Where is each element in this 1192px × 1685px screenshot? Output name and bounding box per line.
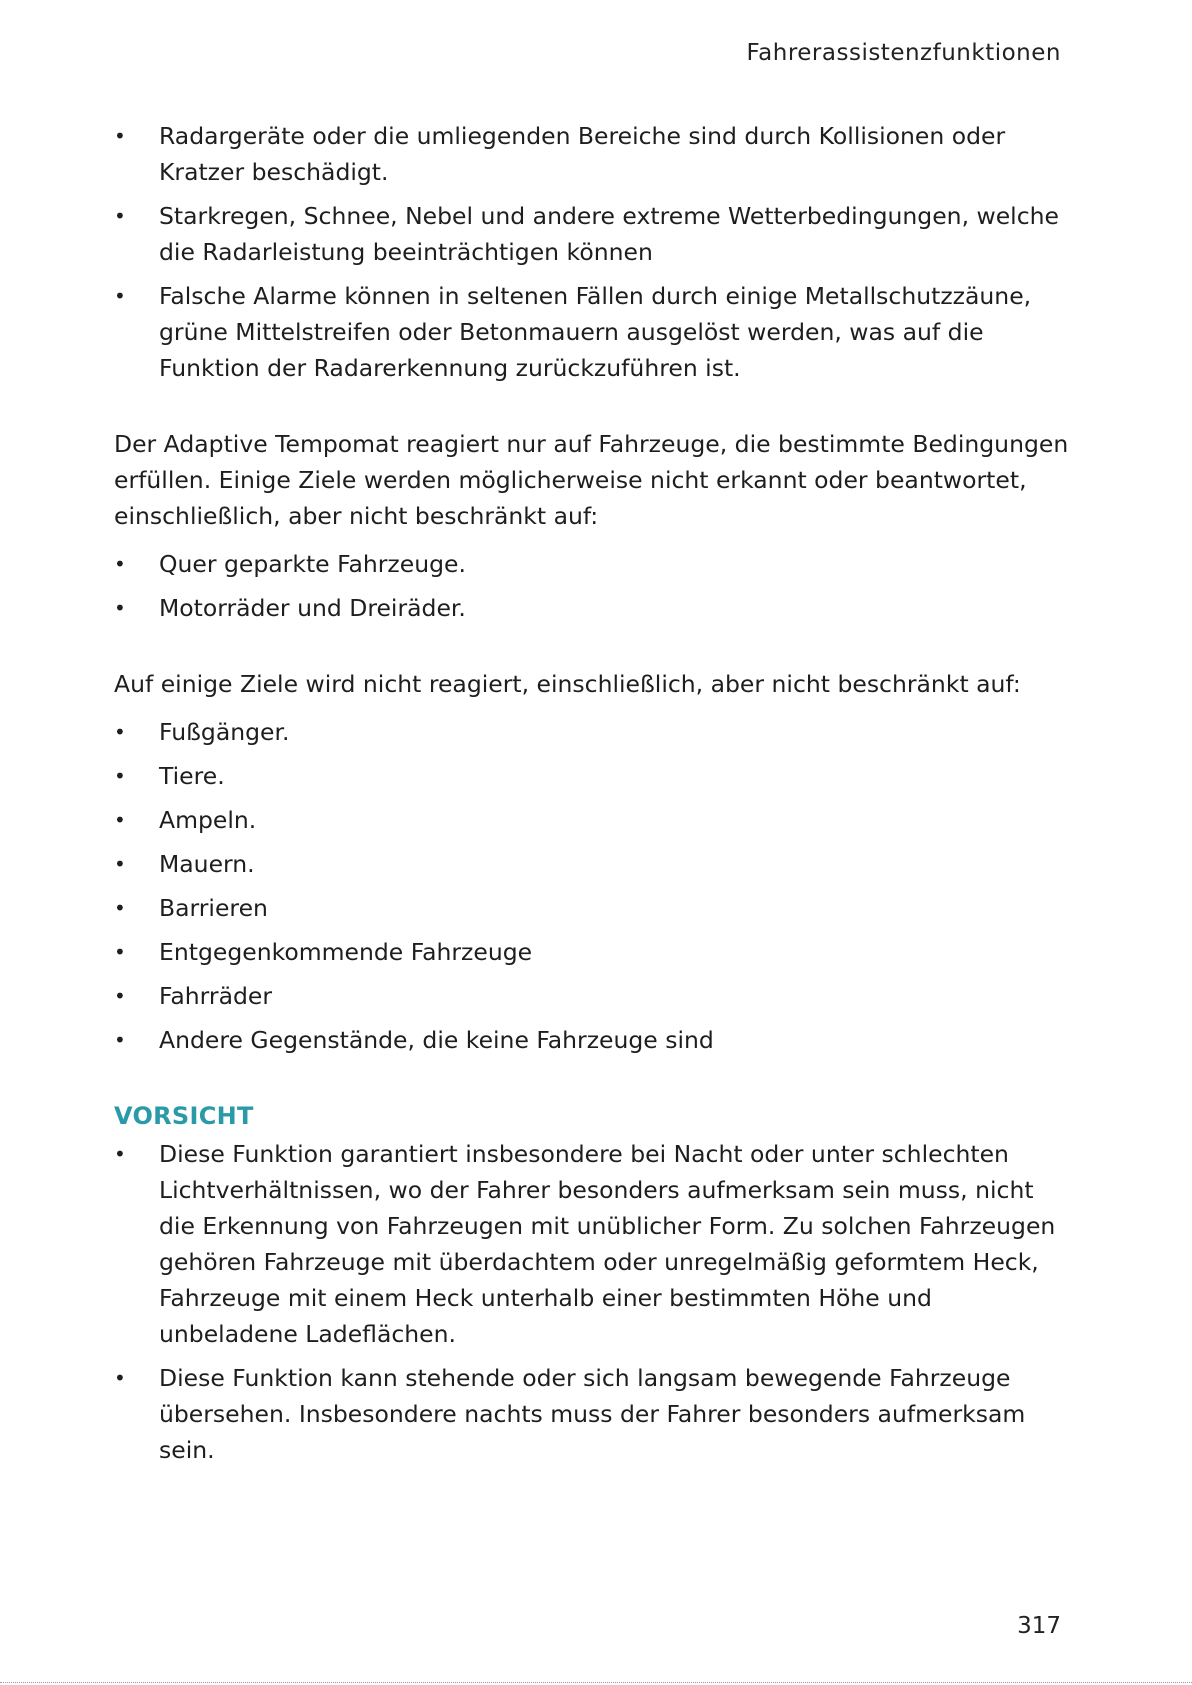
- caution-item: • Diese Funktion garantiert insbesondere bei Nacht oder unter schlechten Lichtverhältnissen, wo der Fahrer besonders aufmerksam sein muss, nicht die Erkennung von Fahrzeugen mit unüblicher Form. Zu solchen Fahrzeugen gehören Fahrzeuge mit überdachtem oder unregelmäßig geformtem Heck, Fahrzeuge mit einem Heck unterhalb einer bestimmten Höhe und unbeladene Ladeflächen.: [114, 1136, 1074, 1352]
- list-item: • Starkregen, Schnee, Nebel und andere extreme Wetterbedingungen, welche die Radarleistung beeinträchtigen können: [114, 198, 1074, 270]
- page-header-title: Fahrerassistenzfunktionen: [746, 40, 1061, 66]
- conditions-list: [114, 118, 1074, 386]
- page-content: [114, 118, 1074, 1476]
- list-item: • Mauern.: [114, 846, 1074, 882]
- list-item: • Radargeräte oder die umliegenden Bereiche sind durch Kollisionen oder Kratzer beschädigt.: [114, 118, 1074, 190]
- undetected-targets-list: [114, 546, 1074, 626]
- list-item: • Quer geparkte Fahrzeuge.: [114, 546, 1074, 582]
- paragraph-acc-targets: Der Adaptive Tempomat reagiert nur auf Fahrzeuge, die bestimmte Bedingungen erfüllen. Einige Ziele werden möglicherweise nicht erkannt oder beantwortet, einschließlich, aber nicht beschränkt auf:: [114, 430, 1069, 530]
- list-item: • Motorräder und Dreiräder.: [114, 590, 1074, 626]
- paragraph-ignored-targets: Auf einige Ziele wird nicht reagiert, einschließlich, aber nicht beschränkt auf:: [114, 670, 1021, 698]
- list-item: • Fußgänger.: [114, 714, 1074, 750]
- caution-item: • Diese Funktion kann stehende oder sich langsam bewegende Fahrzeuge übersehen. Insbesondere nachts muss der Fahrer besonders aufmerksam sein.: [114, 1360, 1074, 1468]
- caution-list: [114, 1136, 1074, 1468]
- ignored-targets-list: [114, 714, 1074, 1058]
- caution-heading: VORSICHT: [114, 1102, 254, 1130]
- list-item: • Entgegenkommende Fahrzeuge: [114, 934, 1074, 970]
- bottom-divider: [0, 1682, 1192, 1683]
- page-number: 317: [1017, 1613, 1061, 1639]
- list-item: • Fahrräder: [114, 978, 1074, 1014]
- list-item: • Barrieren: [114, 890, 1074, 926]
- list-item: • Tiere.: [114, 758, 1074, 794]
- list-item: • Falsche Alarme können in seltenen Fällen durch einige Metallschutzzäune, grüne Mittelstreifen oder Betonmauern ausgelöst werden, was auf die Funktion der Radarerkennung zurückzuführen ist.: [114, 278, 1074, 386]
- list-item: • Andere Gegenstände, die keine Fahrzeuge sind: [114, 1022, 1074, 1058]
- list-item: • Ampeln.: [114, 802, 1074, 838]
